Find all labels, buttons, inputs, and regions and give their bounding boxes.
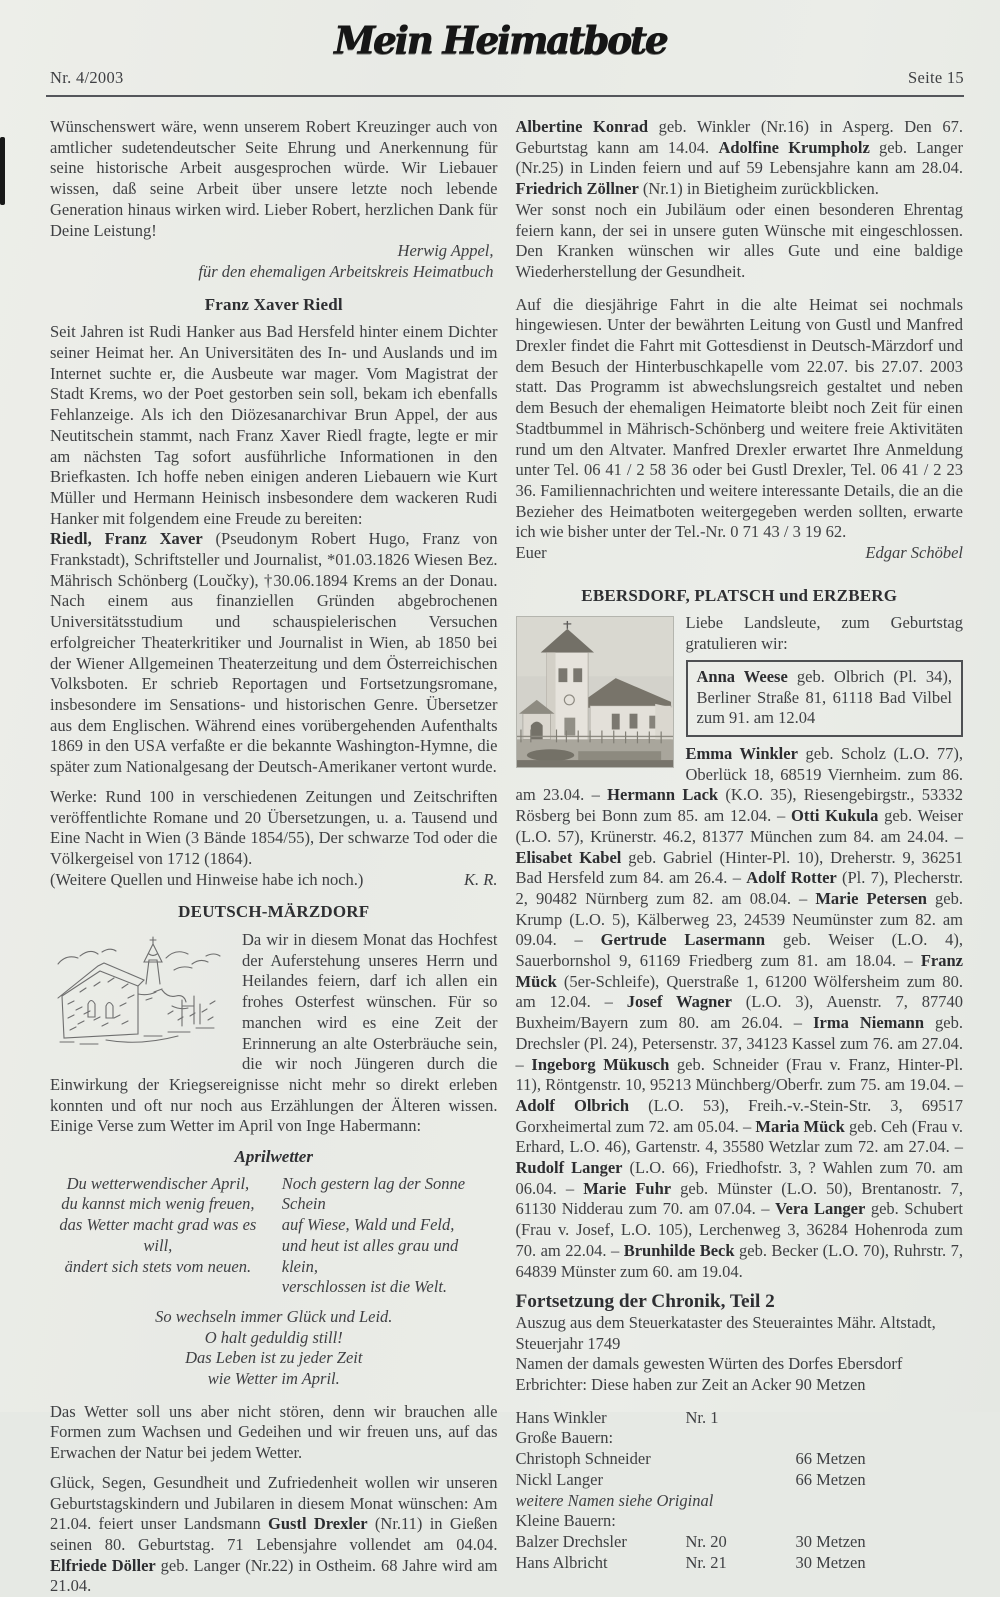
table-cell — [796, 1491, 964, 1512]
chronik-table — [516, 1408, 964, 1574]
church-sketch-image — [50, 932, 232, 1054]
closing-word: Euer — [515, 543, 547, 563]
table-cell — [686, 1491, 796, 1512]
werke-paragraph: Werke: Rund 100 in verschiedenen Zeitungen und Zeitschriften veröffentlichte Romane und 20 Übersetzungen, u. a. Tausend und Eine Nacht in Wien (3 Bände 1854/55), Der schwarze Tod oder die Völkergeisel von 1712 (1864). — [50, 786, 498, 868]
table-row — [516, 1491, 964, 1512]
ebersdorf-intro: Liebe Landsleute, zum Geburtstag gratulieren wir: — [685, 613, 963, 654]
chronik-heading: Fortsetzung der Chronik, Teil 2 — [515, 1291, 775, 1313]
poem-stanza-3: So wechseln immer Glück und Leid. O halt geduldig still! Das Leben ist zu jeder Zeit wie Wetter im April. — [155, 1306, 393, 1389]
table-cell: Nr. 21 — [685, 1552, 727, 1572]
table-cell: 66 Metzen — [795, 1469, 866, 1489]
table-cell: 30 Metzen — [795, 1532, 866, 1551]
left-column — [50, 117, 498, 1597]
table-cell: Kleine Bauern: — [515, 1511, 616, 1531]
table-cell: Nr. 20 — [685, 1532, 727, 1551]
table-row — [516, 1449, 964, 1470]
page-header — [0, 0, 1000, 92]
glueckwunsch-paragraph: Glück, Segen, Gesundheit und Zufriedenheit wollen wir unseren Geburtstagskindern und Jubilaren in diesem Monat wünschen: Am 21.04. feiert unser Landsmann Gustl Drexler (Nr.11) in Gießen seinen 80. Geburtstag. 71 Lebensjahre vollendet am 04.04. Elfriede Döller geb. Langer (Nr.22) in Ostheim. 68 Jahre wird am 21.04. — [50, 1472, 498, 1596]
table-cell: Hans Albricht — [515, 1552, 608, 1572]
table-cell — [686, 1511, 796, 1532]
birthdays-top-paragraph: Albertine Konrad geb. Winkler (Nr.16) in Asperg. Den 67. Geburtstag kann am 14.04. Adolfine Krumpholz geb. Langer (Nr.25) in Linden feiern und auf 59 Lebensjahre kann am 28.04. Friedrich Zöllner (Nr.1) in Bietigheim zurückblicken. — [515, 117, 963, 199]
poem-stanza-1: Du wetterwendischer April, du kannst mich wenig freuen, das Wetter macht grad was es will, ändert sich stets vom neuen. — [59, 1173, 257, 1276]
table-cell: Große Bauern: — [515, 1428, 614, 1448]
table-cell — [686, 1428, 796, 1449]
table-cell — [796, 1408, 964, 1429]
jubilaeum-paragraph: Wer sonst noch ein Jubiläum oder einen besonderen Ehrentag feiern kann, der sei in unsere guten Wünsche mit eingeschlossen. Den Kranken wünschen wir alles Gute und eine baldige Wiederherstellung der Gesundheit. — [515, 199, 963, 281]
table-cell — [796, 1511, 964, 1532]
table-row — [516, 1532, 964, 1553]
table-cell: 30 Metzen — [795, 1552, 866, 1572]
poem-stanzas-row — [50, 1174, 498, 1298]
table-cell: weitere Namen siehe Original — [515, 1490, 714, 1510]
maerzdorf-heading: DEUTSCH-MÄRZDORF — [178, 902, 370, 922]
quellen-line — [50, 870, 498, 891]
table-cell: Christoph Schneider — [515, 1449, 651, 1469]
fahrt-paragraph: Auf die diesjährige Fahrt in die alte Heimat sei nochmals hingewiesen. Unter der bewährten Leitung von Gustl und Manfred Drexler findet die Fahrt mit Gottesdienst in Deutsch-Märzdorf und dem Besuch der Hinterbuschkapelle vom 22.07. bis 27.07. 2003 statt. Das Programm ist abwechslungsreich gestaltet und neben dem Besuch der ehemaligen Heimatorte bleibt noch Zeit für einen Stadtbummel in Mährisch-Schönberg und weitere freie Aktivitäten rund um den Altvater. Manfred Drexler erwartet Ihre Anmeldung unter Tel. 06 41 / 2 58 36 oder bei Gustl Drexler, Tel. 06 41 / 2 23 36. Familiennachrichten und weitere interessante Details, die an die Bezieher des Heimatboten weitergegeben werden sollten, erwarte ich wie bisher unter der Tel.-Nr. 0 71 43 / 3 19 62. — [515, 294, 963, 542]
table-cell — [686, 1449, 796, 1470]
ebersdorf-heading: EBERSDORF, PLATSCH und ERZBERG — [581, 585, 898, 605]
riedl-heading: Franz Xaver Riedl — [204, 294, 343, 314]
table-cell: Nickl Langer — [515, 1469, 604, 1489]
table-row — [516, 1470, 964, 1491]
riedl-paragraph-1: Seit Jahren ist Rudi Hanker aus Bad Hersfeld hinter einem Dichter seiner Heimat her. An Universitäten des In- und Auslands und im Internet suchte er, die Ausbeute war mager. Vom Magistrat der Stadt Krems, wo der Poet gestorben sein soll, bekam ich ebenfalls Fehlanzeige. Als ich den Diözesanarchivar Brun Appel, der aus Neutitschein stammt, nach Franz Xaver Riedl fragte, legte er mir am nächsten Tag sofort ausführliche Informationen in den Briefkasten. Ich hoffe neben einigen anderen Liebauern wie Kurt Müller und Hermann Heinisch insbesondere dem wackeren Rudi Hanker mit folgendem eine Freude zu bereiten: — [50, 322, 498, 528]
page-number: Seite 15 — [907, 68, 964, 87]
page-body — [0, 97, 1000, 1597]
poem-title: Aprilwetter — [234, 1147, 313, 1167]
closing-line — [516, 543, 964, 564]
table-row — [516, 1511, 964, 1532]
table-row — [516, 1553, 964, 1574]
table-row — [516, 1428, 964, 1449]
scan-artifact-bar — [0, 137, 5, 205]
chronik-intro: Auszug aus dem Steuerkataster des Steueraintes Mähr. Altstadt, Steuerjahr 1749 Namen der damals gewesten Würten des Dorfes Ebersdorf Erbrichter: Diese haben zur Zeit an Acker 90 Metzen — [515, 1312, 936, 1395]
poem-stanza-2: Noch gestern lag der Sonne Schein auf Wiese, Wald und Feld, und heut ist alles grau und klein, verschlossen ist die Welt. — [281, 1173, 466, 1297]
intro-signature — [50, 241, 494, 282]
table-cell — [796, 1428, 964, 1449]
birthday-list-paragraph: Emma Winkler geb. Scholz (L.O. 77), Oberlück 18, 68519 Viernheim. zum 86. am 23.04. – Hermann Lack (K.O. 35), Riesengebirgstr., 53332 Rösberg bei Bonn zum 85. am 12.04. – Otti Kukula geb. Weiser (L.O. 57), Krünerstr. 46.2, 81377 München zum 84. am 24.04. – Elisabet Kabel geb. Gabriel (Hinter-Pl. 10), Dreherstr. 9, 36251 Bad Hersfeld zum 84. am 26.4. – Adolf Rotter (Pl. 7), Plecherstr. 2, 90482 Nürnberg zum 82. am 08.04. – Marie Petersen geb. Krump (L.O. 5), Kälberweg 23, 24539 Neumünster zum 82. am 09.04. – Gertrude Lasermann geb. Weiser (L.O. 4), Sauerbornshol 9, 61169 Friedberg zum 81. am 18.04. – Franz Mück (5er-Schleife), Querstraße 1, 61200 Wölfersheim zum 80. am 12.04. – Josef Wagner (L.O. 3), Auenstr. 7, 87740 Buxheim/Bayern zum 80. am 26.04. – Irma Niemann geb. Drechsler (Pl. 24), Petersenstr. 37, 34123 Kassel zum 76. am 27.04. – Ingeborg Mükusch geb. Schneider (Frau v. Franz, Hinter-Pl. 11), Röntgenstr. 10, 95213 Münchberg/Oberfr. zum 75. am 19.04. – Adolf Olbrich (L.O. 53), Freih.-v.-Stein-Str. 3, 69517 Gorxheimertal zum 72. am 05.04. – Maria Mück geb. Ceh (Frau v. Erhard, L.O. 46), Gartenstr. 4, 35580 Wetzlar zum 72. am 27.04. – Rudolf Langer (L.O. 66), Friedhofstr. 3, ? Wahlen zum 70. am 06.04. – Marie Fuhr geb. Münster (L.O. 50), Brentanostr. 7, 61130 Nidderau zum 70. am 07.04. – Vera Langer geb. Schubert (Frau v. Josef, L.O. 105), Lerchenweg 3, 36284 Hohenroda zum 70. am 22.04. – Brunhilde Beck geb. Becker (L.O. 70), Ruhrstr. 7, 64839 Münster zum 60. am 19.04. — [515, 743, 964, 1281]
maerzdorf-paragraph: Da wir in diesem Monat das Hochfest der Auferstehung unseres Herrn und Heilandes feiern, darf ich allen ein frohes Osterfest wünschen. Für so manchen wird es eine Zeit der Erinnerung an alte Osterbräuche sein, die wir noch Jüngeren durch die Einwirkung der Kriegsereignisse nicht mehr so direkt erleben konnten und oft nur noch aus Erzählungen der Älteren wissen. Einige Verse zum Wetter im April von Inge Habermann: — [50, 930, 498, 1136]
table-cell: Hans Winkler — [515, 1407, 607, 1427]
table-cell: Balzer Drechsler — [515, 1532, 627, 1551]
masthead-title: Mein Heimatbote — [333, 17, 667, 63]
signature-role: für den ehemaligen Arbeitskreis Heimatbuch — [198, 261, 494, 281]
wetter-paragraph: Das Wetter soll uns aber nicht stören, denn wir brauchen alle Formen zum Wachsen und Gedeihen und wir freuen uns, auf das Erwachen der Natur bei jedem Wetter. — [50, 1401, 498, 1463]
table-cell — [686, 1470, 796, 1491]
table-cell: Nr. 1 — [685, 1407, 719, 1427]
right-column — [516, 117, 964, 1597]
anna-weese-box: Anna Weese geb. Olbrich (Pl. 34), Berliner Straße 81, 61118 Bad Vilbel zum 91. am 12.04 — [686, 660, 964, 737]
quellen-text: (Weitere Quellen und Hinweise habe ich noch.) — [50, 869, 364, 889]
intro-paragraph: Wünschenswert wäre, wenn unserem Robert Kreuzinger auch von amtlicher sudetendeutscher Seite Ehrung und Anerkennung für seine historische Arbeit ausgesprochen würde. Wir Liebauer wissen, daß seine Arbeit über unsere letzte noch lebende Generation hinaus wirken wird. Lieber Robert, herzlichen Dank für Deine Leistung! — [50, 117, 498, 240]
riedl-paragraph-2: Riedl, Franz Xaver (Pseudonym Robert Hugo, Franz von Frankstadt), Schriftsteller und Journalist, *01.03.1826 Wiesen Bez. Mährisch Schönberg (Loučky), †30.06.1894 Krems an der Donau. Nach einem aus finanziellen Gründen abgebrochenen Universitätsstudium und schauspielerischen Versuchen erfolgreicher Theaterkritiker und Journalist in Wien, ab 1850 bei der Wiener Allgemeinen Theaterzeitung und dem Österreichischen Volksboten. Er schrieb Reportagen und Fortsetzungsromane, insbesondere im Sensations- und historischen Genre. Übersetzer aus dem Englischen. Während eines vorübergehenden Aufenthalts 1869 in den USA verfaßte er die bekannte Washington-Hymne, die später zum Nationalgesang der Deutsch-Amerikaner vertont wurde. — [50, 529, 498, 777]
table-row — [516, 1408, 964, 1429]
issue-number: Nr. 4/2003 — [50, 68, 124, 87]
author-initials: K. R. — [464, 869, 498, 889]
table-cell: 66 Metzen — [795, 1449, 866, 1469]
chronik-section — [516, 1292, 964, 1573]
church-photo-image — [516, 616, 674, 768]
closing-signature: Edgar Schöbel — [865, 543, 963, 563]
signature-name: Herwig Appel, — [397, 241, 494, 261]
